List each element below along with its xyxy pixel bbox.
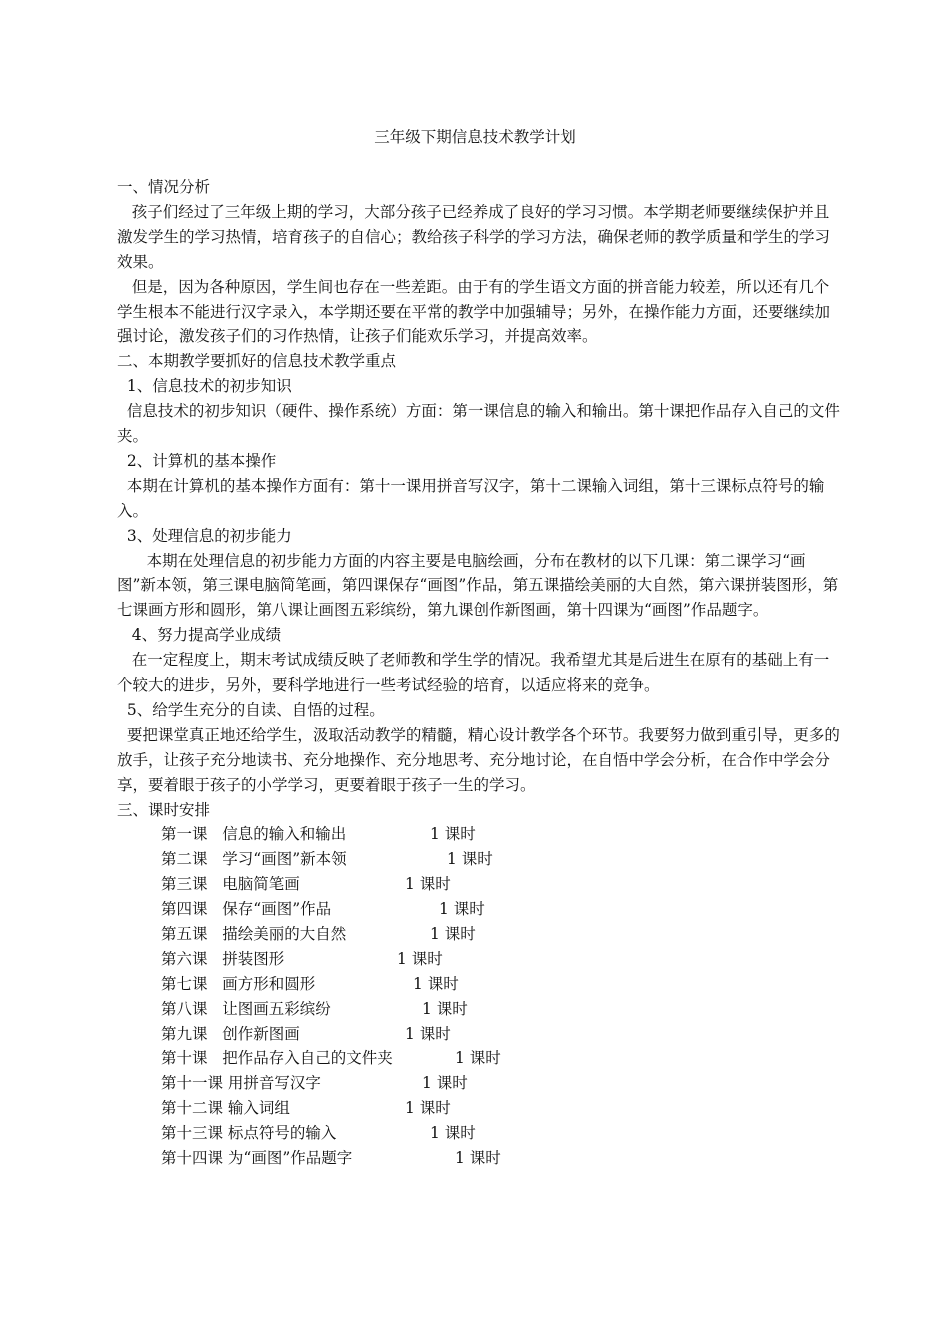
- schedule-lesson-hours: 1 课时: [430, 1124, 476, 1143]
- schedule-row: [117, 922, 842, 947]
- schedule-lesson-hours: 1 课时: [455, 1049, 501, 1068]
- schedule-lesson-hours: 1 课时: [422, 1074, 468, 1093]
- schedule-lesson-hours: 1 课时: [405, 875, 451, 894]
- schedule-lesson-hours: 1 课时: [430, 925, 476, 943]
- paragraph-info-processing: 本期在处理信息的初步能力方面的内容主要是电脑绘画，分布在教材的以下几课：第二课学习“画图”新本领，第三课电脑简笔画，第四课保存“画图”作品，第五课描绘美丽的大自然，第六课拼装图形，第七课画方形和圆形，第八课让画图五彩缤纷，第九课创作新图画，第十四课为“画图”作品题字。: [117, 551, 839, 620]
- schedule-row: [117, 1096, 842, 1121]
- paragraph-basic-operation: 本期在计算机的基本操作方面有：第十一课用拼音写汉字，第十二课输入词组，第十三课标点符号的输入。: [117, 476, 825, 520]
- schedule-row: [117, 1071, 842, 1096]
- subheading-basic-knowledge: 1、信息技术的初步知识: [117, 377, 292, 396]
- schedule-row: [117, 822, 842, 847]
- schedule-lesson-hours: 1 课时: [397, 949, 443, 968]
- schedule-lesson-label: 第六课 拼装图形: [161, 949, 285, 968]
- schedule-row: [117, 1121, 842, 1146]
- schedule-lesson-hours: 1 课时: [405, 1099, 451, 1118]
- paragraph-situation-1: 孩子们经过了三年级上期的学习，大部分孩子已经养成了良好的学习习惯。本学期老师要继续保护并且激发学生的学习热情，培育孩子的自信心；教给孩子科学的学习方法，确保老师的教学质量和学生的学习效果。: [117, 202, 831, 271]
- schedule-row: [117, 1146, 842, 1171]
- schedule-lesson-label: 第四课 保存“画图”作品: [161, 900, 332, 919]
- schedule-row: [117, 1022, 842, 1047]
- schedule-row: [117, 897, 842, 922]
- schedule-lesson-label: 第九课 创作新图画: [161, 1024, 300, 1043]
- schedule-lesson-label: 第八课 让图画五彩缤纷: [161, 999, 331, 1018]
- schedule-lesson-hours: 1 课时: [430, 825, 476, 844]
- schedule-row: [117, 1046, 842, 1071]
- paragraph-self-learning: 要把课堂真正地还给学生，汲取活动教学的精髓，精心设计教学各个环节。我要努力做到重引导，更多的放手，让孩子充分地读书、充分地操作、充分地思考、充分地讨论，在自悟中学会分析，在合作中学会分享，要着眼于孩子的小学学习，更要着眼于孩子一生的学习。: [117, 725, 840, 794]
- schedule-lesson-label: 第十一课 用拼音写汉字: [161, 1074, 321, 1093]
- schedule-lesson-label: 第十四课 为“画图”作品题字: [161, 1149, 353, 1168]
- schedule-lesson-hours: 1 课时: [405, 1024, 451, 1043]
- subheading-academic-performance: 4、努力提高学业成绩: [117, 626, 282, 645]
- document-title: 三年级下期信息技术教学计划: [374, 128, 576, 146]
- subheading-self-learning: 5、给学生充分的自读、自悟的过程。: [117, 700, 385, 719]
- schedule-row: [117, 872, 842, 897]
- schedule-lesson-hours: 1 课时: [447, 850, 493, 869]
- schedule-lesson-hours: 1 课时: [439, 900, 485, 919]
- paragraph-academic-performance: 在一定程度上，期末考试成绩反映了老师教和学生学的情况。我希望尤其是后进生在原有的基础上有一个较大的进步，另外，要科学地进行一些考试经验的培育，以适应将来的竞争。: [117, 651, 830, 695]
- schedule-lesson-label: 第二课 学习“画图”新本领: [161, 850, 347, 869]
- schedule-lesson-label: 第一课 信息的输入和输出: [161, 825, 347, 844]
- subheading-basic-operation: 2、计算机的基本操作: [117, 451, 277, 470]
- document-body: [117, 175, 842, 1171]
- schedule-row: [117, 972, 842, 997]
- schedule-lesson-label: 第十二课 输入词组: [161, 1099, 290, 1118]
- schedule-row: [117, 847, 842, 872]
- section-heading-situation: 一、情况分析: [117, 178, 211, 196]
- schedule-lesson-hours: 1 课时: [413, 974, 459, 993]
- schedule-lesson-label: 第十三课 标点符号的输入: [161, 1124, 337, 1143]
- schedule-lesson-label: 第十课 把作品存入自己的文件夹: [161, 1049, 393, 1068]
- schedule-row: [117, 947, 842, 972]
- schedule-list: [117, 822, 842, 1170]
- subheading-info-processing: 3、处理信息的初步能力: [117, 526, 292, 545]
- section-heading-key-points: 二、本期教学要抓好的信息技术教学重点: [117, 352, 397, 371]
- schedule-lesson-label: 第七课 画方形和圆形: [161, 974, 316, 993]
- paragraph-basic-knowledge: 信息技术的初步知识（硬件、操作系统）方面：第一课信息的输入和输出。第十课把作品存入自己的文件夹。: [117, 402, 840, 446]
- schedule-lesson-label: 第三课 电脑简笔画: [161, 875, 300, 894]
- schedule-lesson-label: 第五课 描绘美丽的大自然: [161, 925, 347, 943]
- schedule-lesson-hours: 1 课时: [422, 999, 468, 1018]
- schedule-lesson-hours: 1 课时: [455, 1149, 501, 1168]
- section-heading-schedule: 三、课时安排: [117, 800, 211, 819]
- paragraph-situation-2: 但是，因为各种原因，学生间也存在一些差距。由于有的学生语文方面的拼音能力较差，所以还有几个学生根本不能进行汉字录入，本学期还要在平常的教学中加强辅导；另外，在操作能力方面，还要继续加强讨论，激发孩子们的习作热情，让孩子们能欢乐学习，并提高效率。: [117, 277, 831, 346]
- schedule-row: [117, 997, 842, 1022]
